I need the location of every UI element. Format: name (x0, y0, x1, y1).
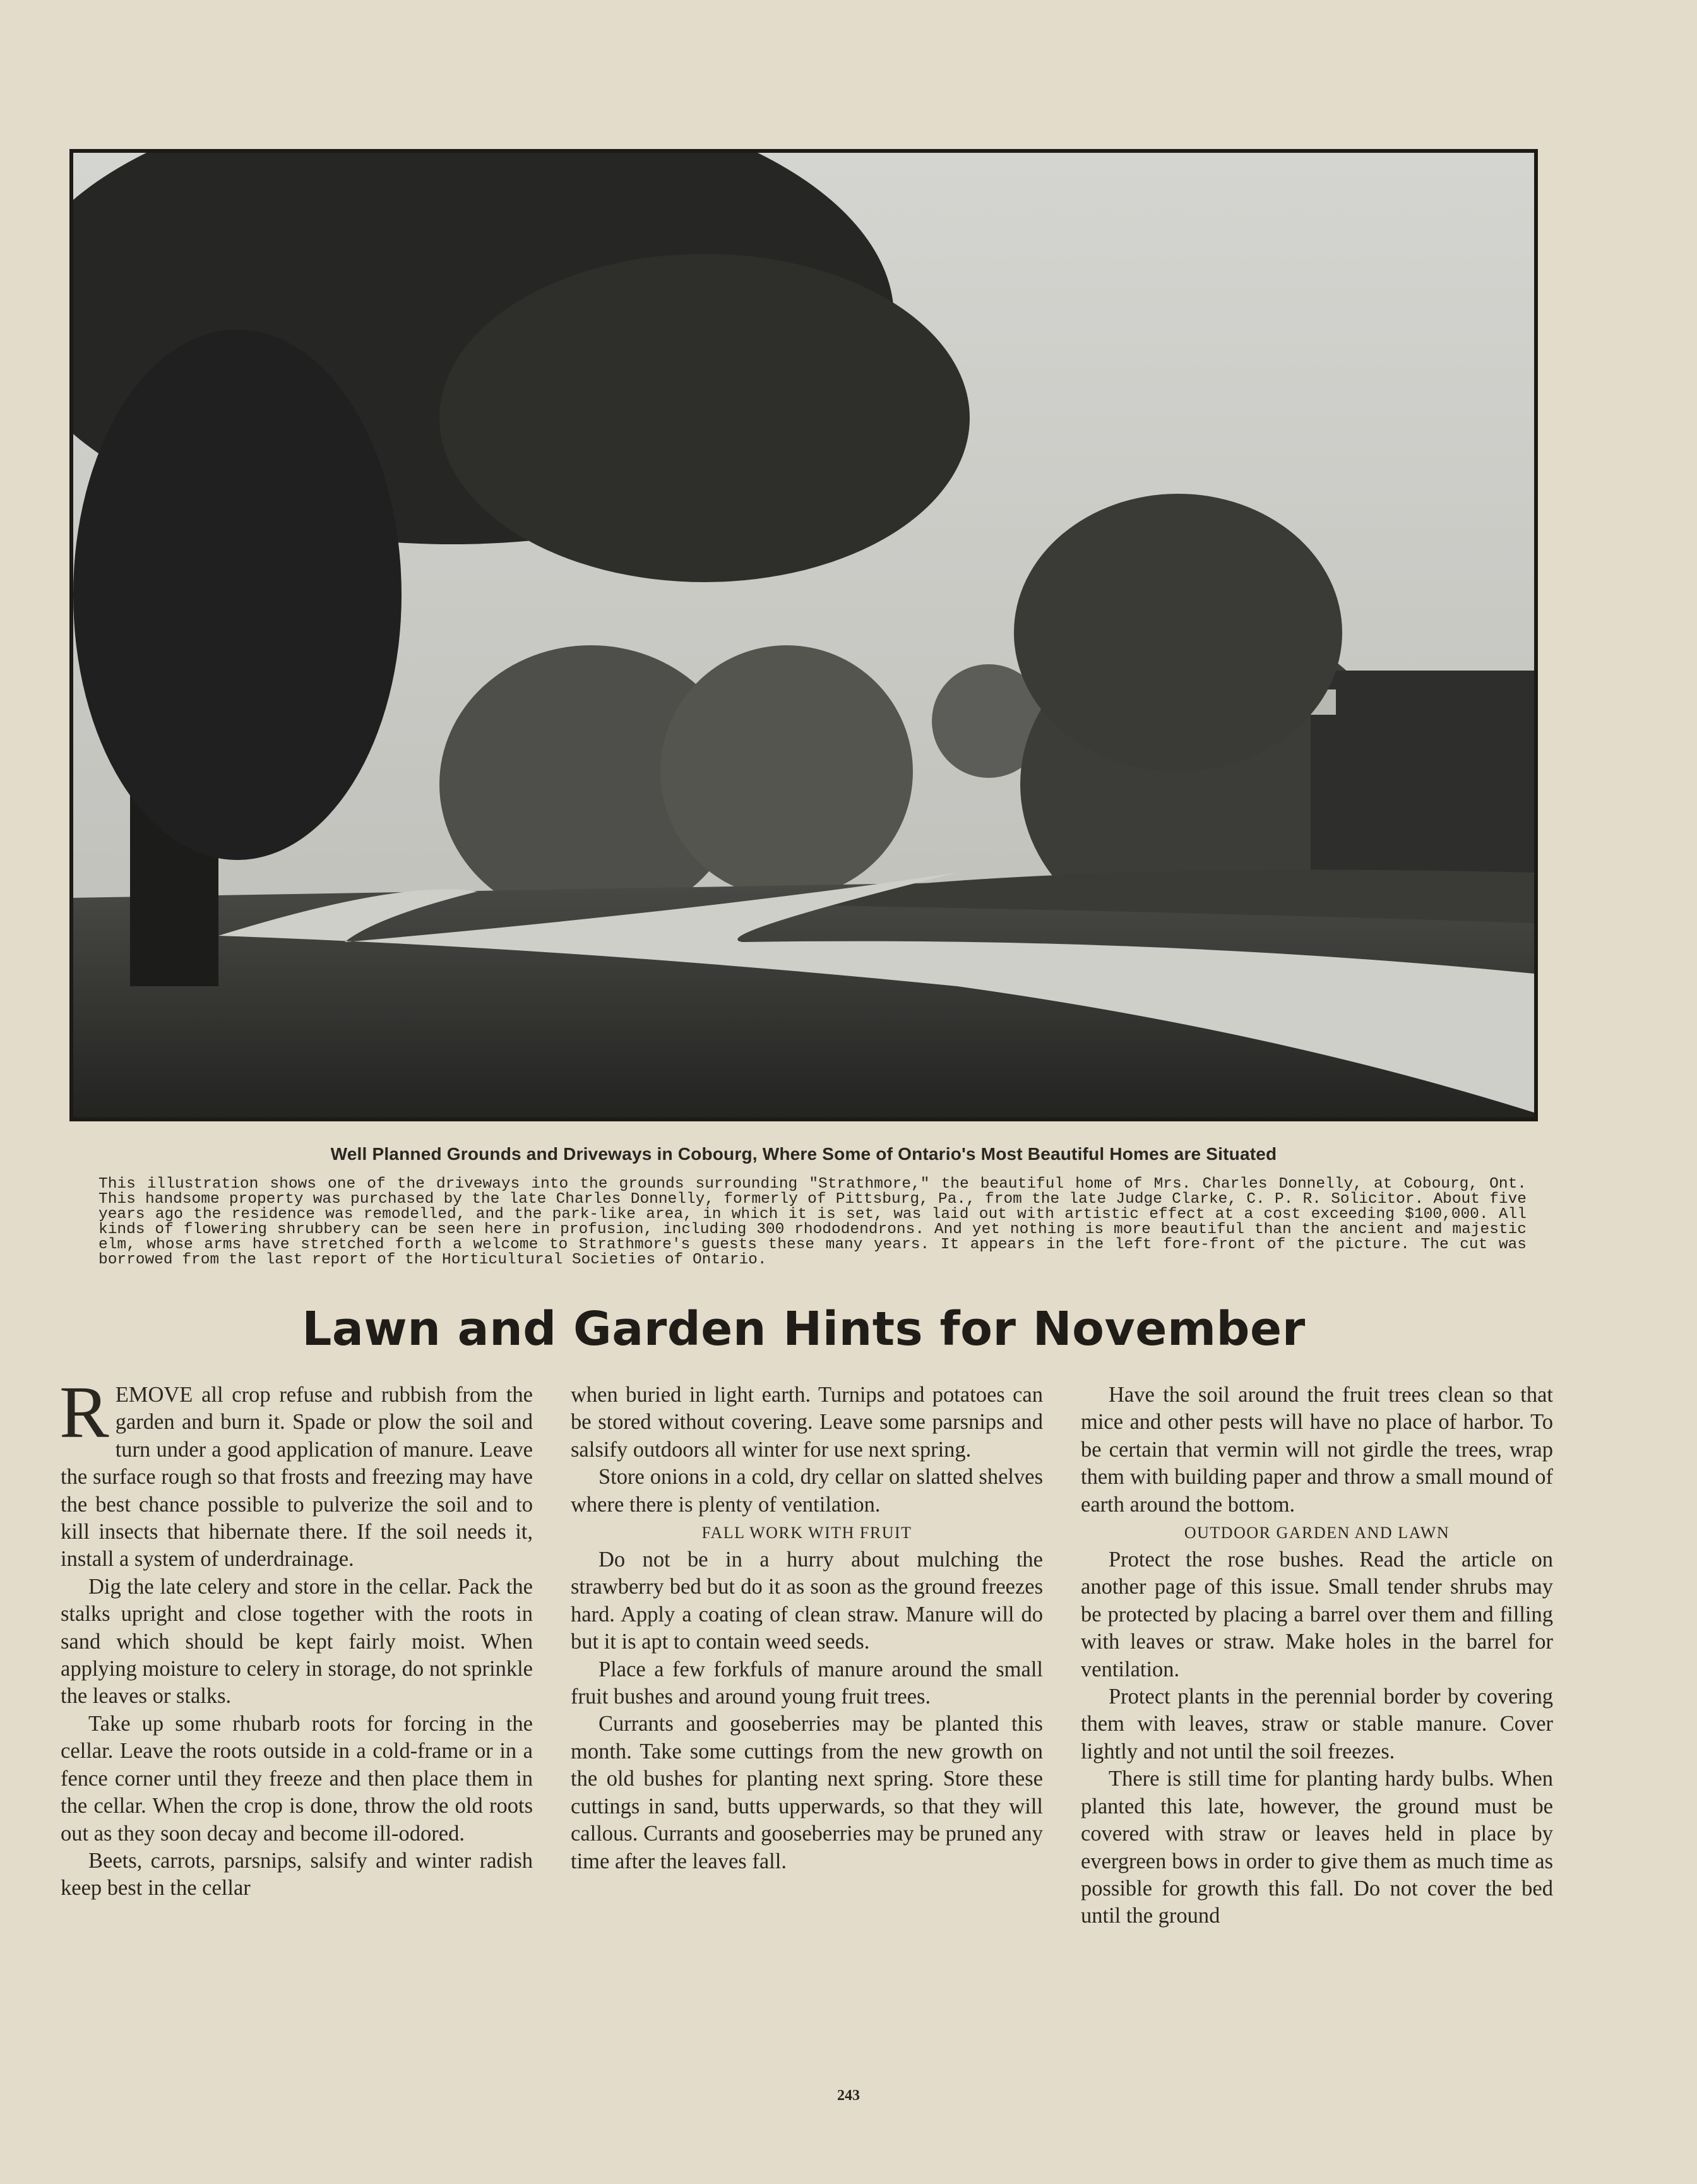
column-1 (59, 1371, 533, 1902)
photo-illustration (73, 153, 1534, 1118)
garden-photograph (69, 149, 1538, 1121)
paragraph: when buried in light earth. Turnips and potatoes can be stored without covering. Leave some parsnips and salsify outdoors all winter for use next spring. (571, 1383, 1043, 1462)
column-3 (1081, 1381, 1553, 1930)
paragraph: Have the soil around the fruit trees clean so that mice and other pests will have no place of harbor. To be certain that vermin will not girdle the trees, wrap them with building paper and throw a small mound of earth around the bottom. (1081, 1383, 1553, 1517)
paragraph: Place a few forkfuls of manure around the small fruit bushes and around young fruit trees. (571, 1657, 1043, 1709)
paragraph: Protect plants in the perennial border by covering them with leaves, straw or stable manure. Cover lightly and not until the soil freezes. (1081, 1685, 1553, 1763)
page-number: 243 (837, 2087, 860, 2104)
article-headline: Lawn and Garden Hints for November (302, 1302, 1306, 1356)
paragraph (59, 1371, 533, 1573)
paragraph: There is still time for planting hardy bulbs. When planted this late, however, the ground must be covered with straw or leaves held in place by evergreen bows in order to give them as much time as possible for growth this fall. Do not cover the bed until the ground (1081, 1767, 1553, 1928)
paragraph: Beets, carrots, parsnips, salsify and winter radish keep best in the cellar (61, 1848, 533, 1901)
section-heading: OUTDOOR GARDEN AND LAWN (1184, 1524, 1450, 1543)
photo-caption-body: This illustration shows one of the driveways into the grounds surrounding "Strathmore," the beautiful home of Mrs. Charles Donnelly, at Cobourg, Ont. This handsome property was purchased by the late Charles Donnelly, formerly of Pittsburg, Pa., from the late Judge Clarke, C. P. R. Solicitor. About five years ago the residence was remodelled, and the park-like area, in which it is set, was laid out with artistic effect at a cost exceeding $100,000. All kinds of flowering shrubbery can be seen here in profusion, including 300 rhododendrons. And yet nothing is more beautiful than the ancient and majestic elm, whose arms have stretched forth a welcome to Strathmore's guests these many years. It appears in the left fore-front of the picture. The cut was borrowed from the last report of the Horticultural Societies of Ontario. (98, 1176, 1527, 1268)
paragraph-text: EMOVE all crop refuse and rubbish from the garden and burn it. Spade or plow the soil and turn under a good application of manure. Leave the surface rough so that frosts and freezing may have the best chance possible to pulverize the soil and to kill insects that hibernate there. If the soil needs it, install a system of underdrainage. (61, 1383, 533, 1572)
paragraph: Store onions in a cold, dry cellar on slatted shelves where there is plenty of ventilation. (571, 1465, 1043, 1517)
section-heading: FALL WORK WITH FRUIT (701, 1524, 912, 1543)
paragraph: Protect the rose bushes. Read the article on another page of this issue. Small tender shrubs may be protected by placing a barrel over them and filling with leaves or straw. Make holes in the barrel for ventilation. (1081, 1548, 1553, 1681)
paragraph: Currants and gooseberries may be planted this month. Take some cuttings from the new growth on the old bushes for planting next spring. Store these cuttings in sand, butts upperwards, so that they will callous. Currants and gooseberries may be pruned any time after the leaves fall. (571, 1712, 1043, 1873)
column-2 (571, 1381, 1043, 1875)
drop-cap: R (59, 1371, 109, 1453)
paragraph: Do not be in a hurry about mulching the strawberry bed but do it as soon as the ground freezes hard. Apply a coating of clean straw. Manure will do but it is apt to contain weed seeds. (571, 1548, 1043, 1654)
paragraph: Take up some rhubarb roots for forcing in the cellar. Leave the roots outside in a cold-frame or in a fence corner until they freeze and then place them in the cellar. When the crop is done, throw the old roots out as they soon decay and become ill-odored. (61, 1711, 533, 1846)
photo-caption-title: Well Planned Grounds and Driveways in Cobourg, Where Some of Ontario's Most Beautiful Homes are Situated (330, 1144, 1277, 1164)
paragraph: Dig the late celery and store in the cellar. Pack the stalks upright and close together with the roots in sand which should be kept fairly moist. When applying moisture to celery in storage, do not sprinkle the leaves or stalks. (61, 1574, 533, 1709)
